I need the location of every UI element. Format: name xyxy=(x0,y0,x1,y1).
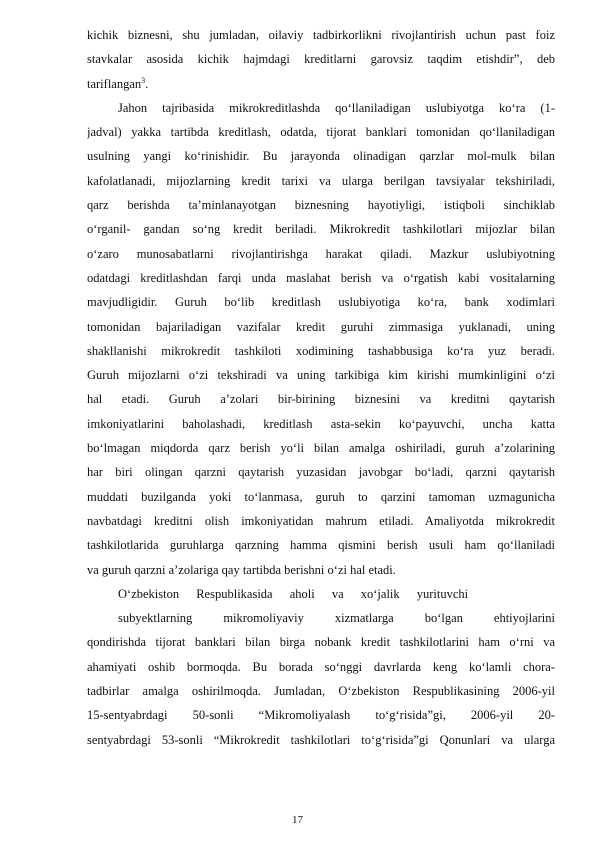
text-line xyxy=(87,582,555,606)
text-line xyxy=(87,606,555,630)
text-line-suffix: . xyxy=(145,76,149,91)
text-line-content: odatdagi kreditlashdan farqi unda maslahat berish va o‘rgatish kabi vositalarning xyxy=(87,270,555,285)
text-line-content: stavkalar asosida kichik hajmdagi kreditlarni garovsiz taqdim etishdir”, deb xyxy=(87,52,555,67)
text-line xyxy=(87,485,555,509)
page-number: 17 xyxy=(292,814,303,826)
text-line-content: jadval) yakka tartibda kreditlash, odatda, tijorat banklari tomonidan qo‘llaniladigan xyxy=(87,125,555,140)
text-line-content: kafolatlanadi, mijozlarning kredit tarixi va ularga berilgan tavsiyalar tekshiriladi, xyxy=(87,173,555,188)
text-line-content: har biri olingan qarzni qaytarish yuzasidan javobgar bo‘ladi, qarzni qaytarish xyxy=(87,465,555,480)
text-line xyxy=(87,169,555,193)
text-line-content: o‘zaro munosabatlarni rivojlantirishga harakat qiladi. Mazkur uslubiyotning xyxy=(87,246,555,261)
text-line-content: tomonidan bajariladigan vazifalar kredit guruhi zimmasiga yuklanadi, uning xyxy=(87,319,555,334)
text-line-content: o‘rganil- gandan so‘ng kredit beriladi. Mikrokredit tashkilotlari mijozlar bilan xyxy=(87,222,555,237)
text-line xyxy=(87,387,555,411)
text-line xyxy=(87,290,555,314)
text-line-content: mavjudligidir. Guruh bo‘lib kreditlash uslubiyotiga ko‘ra, bank xodimlari xyxy=(87,295,555,310)
text-line xyxy=(87,436,555,460)
text-line-content: qondirishda tijorat banklari bilan birga nobank kredit tashkilotlarini ham o‘rni va xyxy=(87,635,555,650)
footnote-marker: 3 xyxy=(141,75,146,85)
text-line xyxy=(87,47,555,71)
text-line xyxy=(87,412,555,436)
text-line xyxy=(87,72,555,96)
text-line-content: shakllanishi mikrokredit tashkiloti xodimining tashabbusiga ko‘ra yuz beradi. xyxy=(87,343,555,358)
text-line xyxy=(87,339,555,363)
text-line-content: bo‘lmagan miqdorda qarz berish yo‘li bilan amalga oshiriladi, guruh a’zolarining xyxy=(87,441,555,456)
text-line xyxy=(87,533,555,557)
text-line-content: Guruh mijozlarni o‘zi tekshiradi va uning tarkibiga kim kirishi mumkinligini o‘zi xyxy=(87,368,555,383)
text-line-content: Jahon tajribasida mikrokreditlashda qo‘llaniladigan uslubiyotga ko‘ra (1- xyxy=(118,100,555,115)
text-line xyxy=(87,217,555,241)
text-line-content: tashkilotlarida guruhlarga qarzning hamma qismini berish usuli ham qo‘llaniladi xyxy=(87,538,555,553)
text-line-content: tadbirlar amalga oshirilmoqda. Jumladan, O‘zbekiston Respublikasining 2006-yil xyxy=(87,684,555,699)
text-line xyxy=(87,509,555,533)
text-line xyxy=(87,315,555,339)
text-line xyxy=(87,120,555,144)
text-line xyxy=(87,728,555,752)
text-line xyxy=(87,630,555,654)
text-line xyxy=(87,363,555,387)
text-line xyxy=(87,266,555,290)
text-line-content: imkoniyatlarini baholashadi, kreditlash asta-sekin ko‘payuvchi, uncha katta xyxy=(87,416,555,431)
text-line xyxy=(87,558,555,582)
text-line-content: va guruh qarzni a’zolariga qay tartibda berishni o‘zi hal etadi. xyxy=(87,562,396,577)
text-line-content: kichik biznesni, shu jumladan, oilaviy tadbirkorlikni rivojlantirish uchun past foiz xyxy=(87,28,555,42)
document-body xyxy=(87,23,555,752)
text-line xyxy=(87,703,555,727)
text-line-content: subyektlarning mikromoliyaviy xizmatlarga bo‘lgan ehtiyojlarini xyxy=(118,611,555,626)
text-line-content: hal etadi. Guruh a’zolari bir-birining biznesini va kreditni qaytarish xyxy=(87,392,555,407)
text-line xyxy=(87,23,555,47)
text-line xyxy=(87,96,555,120)
text-line-content: 15-sentyabrdagi 50-sonli “Mikromoliyalash to‘g‘risida”gi, 2006-yil 20- xyxy=(87,708,555,723)
text-line-content: ahamiyati oshib bormoqda. Bu borada so‘nggi davrlarda keng ko‘lamli chora- xyxy=(87,659,555,674)
text-line-content: usulning yangi ko‘rinishidir. Bu jarayonda olinadigan qarzlar mol-mulk bilan xyxy=(87,149,555,164)
text-line-content: muddati buzilganda yoki to‘lanmasa, guruh to qarzini tamoman uzmagunicha xyxy=(87,489,555,504)
text-line-content: tariflangan xyxy=(87,76,142,91)
text-line xyxy=(87,242,555,266)
text-line-content: navbatdagi kreditni olish imkoniyatidan mahrum etiladi. Amaliyotda mikrokredit xyxy=(87,513,555,528)
text-line xyxy=(87,193,555,217)
text-line-content: O‘zbekiston Respublikasida aholi va xo‘jalik yurituvchi xyxy=(118,586,469,601)
text-line-content: sentyabrdagi 53-sonli “Mikrokredit tashkilotlari to‘g‘risida”gi Qonunlari va ularga xyxy=(87,732,555,747)
text-line xyxy=(87,655,555,679)
text-line xyxy=(87,460,555,484)
text-line xyxy=(87,679,555,703)
text-line xyxy=(87,144,555,168)
text-line-content: qarz berishda ta’minlanayotgan biznesning hayotiyligi, istiqboli sinchiklab xyxy=(87,198,555,213)
